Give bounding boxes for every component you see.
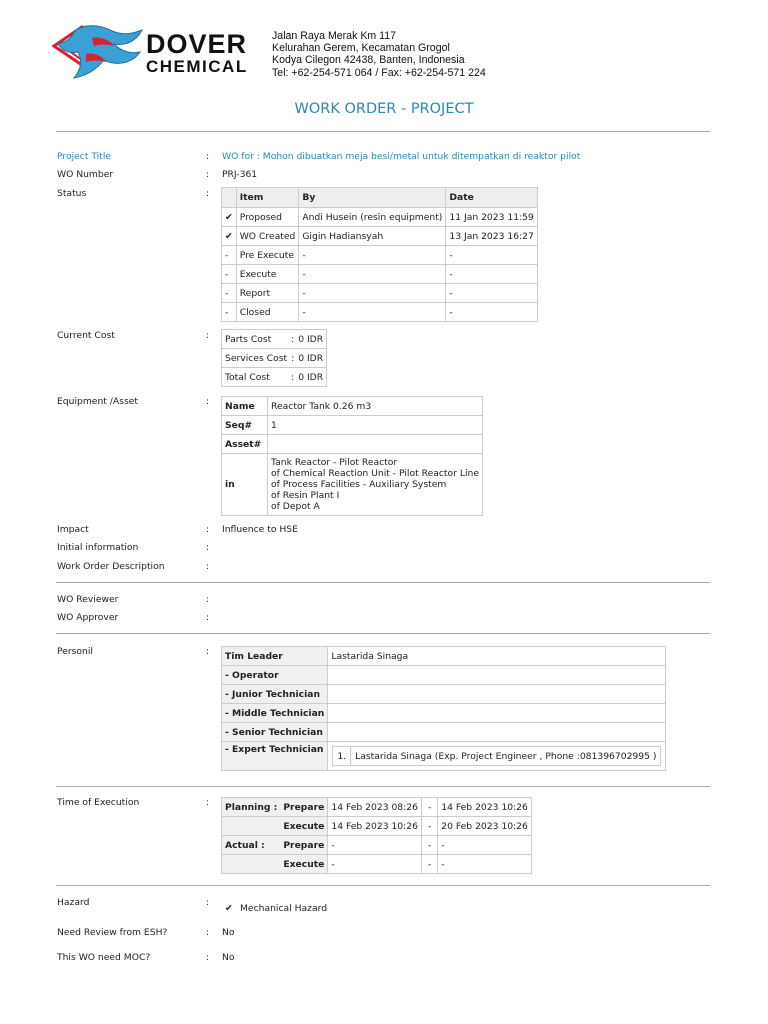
status-date: 11 Jan 2023 11:59	[446, 208, 537, 227]
divider	[56, 131, 710, 132]
planning-execute-start: 14 Feb 2023 10:26	[328, 817, 422, 836]
expert-technician-cell	[328, 742, 666, 771]
junior-technician-value	[328, 685, 666, 704]
cost-value: 0 IDR	[295, 330, 326, 349]
senior-technician-label: - Senior Technician	[222, 723, 328, 742]
time-execution-table	[221, 797, 532, 874]
dash: -	[421, 855, 437, 874]
colon: :	[206, 952, 210, 963]
equipment-location	[268, 454, 483, 516]
cost-label: Services Cost	[222, 349, 291, 368]
status-by: -	[299, 246, 446, 265]
table-row	[222, 303, 538, 322]
wo-description-label: Work Order Description	[57, 561, 165, 572]
table-row	[222, 647, 666, 666]
location-line: of Process Facilities - Auxiliary System	[271, 479, 447, 490]
colon: :	[206, 897, 210, 908]
colon: :	[206, 797, 210, 808]
table-row	[222, 685, 666, 704]
prepare-label: Prepare	[280, 798, 328, 817]
equipment-name-value: Reactor Tank 0.26 m3	[268, 397, 483, 416]
location-line: of Resin Plant I	[271, 490, 340, 501]
middle-technician-label: - Middle Technician	[222, 704, 328, 723]
tim-leader-label: Tim Leader	[222, 647, 328, 666]
junior-technician-label: - Junior Technician	[222, 685, 328, 704]
table-row	[222, 855, 532, 874]
status-label: Status	[57, 188, 87, 199]
status-table-header	[222, 188, 538, 208]
wo-number-label: WO Number	[57, 169, 114, 180]
status-item: Proposed	[236, 208, 299, 227]
colon: :	[206, 542, 210, 553]
planning-label: Planning :	[222, 798, 281, 817]
execute-label: Execute	[280, 855, 328, 874]
hazard-item: Mechanical Hazard	[240, 903, 328, 914]
need-review-value: No	[222, 927, 235, 938]
divider	[56, 885, 710, 886]
status-header-item: Item	[236, 188, 299, 208]
status-date: -	[446, 246, 537, 265]
equipment-seq-label: Seq#	[222, 416, 268, 435]
equipment-seq-value: 1	[268, 416, 483, 435]
status-date: -	[446, 303, 537, 322]
location-line: Tank Reactor - Pilot Reactor	[271, 457, 398, 468]
table-row	[222, 666, 666, 685]
table-row	[222, 265, 538, 284]
cost-table	[221, 329, 327, 387]
status-by: -	[299, 284, 446, 303]
table-row	[222, 435, 483, 454]
initial-info-label: Initial information	[57, 542, 139, 553]
status-date: -	[446, 265, 537, 284]
status-date: -	[446, 284, 537, 303]
need-moc-value: No	[222, 952, 235, 963]
colon: :	[206, 594, 210, 605]
company-name-line1: DOVER	[146, 29, 248, 59]
hazard-check-icon: ✔	[225, 903, 233, 914]
company-address	[272, 30, 486, 79]
expert-technician-value: Lastarida Sinaga (Exp. Project Engineer , Phone :081396702995 )	[351, 747, 661, 766]
table-row	[222, 246, 538, 265]
tim-leader-value: Lastarida Sinaga	[328, 647, 666, 666]
wo-reviewer-label: WO Reviewer	[57, 594, 119, 605]
wo-approver-label: WO Approver	[57, 612, 119, 623]
personil-label: Personil	[57, 646, 93, 657]
cost-label: Total Cost	[222, 368, 291, 387]
expert-number: 1.	[333, 747, 351, 766]
need-moc-label: This WO need MOC?	[57, 952, 151, 963]
divider	[56, 582, 710, 583]
planning-prepare-end: 14 Feb 2023 10:26	[438, 798, 532, 817]
location-line: of Depot A	[271, 501, 320, 512]
cost-label: Parts Cost	[222, 330, 291, 349]
table-row	[222, 416, 483, 435]
operator-value	[328, 666, 666, 685]
actual-execute-start: -	[328, 855, 422, 874]
dash: -	[421, 817, 437, 836]
status-by: -	[299, 265, 446, 284]
actual-label: Actual :	[222, 836, 281, 855]
table-row	[222, 349, 327, 368]
address-line: Kodya Cilegon 42438, Banten, Indonesia	[272, 54, 465, 67]
planning-blank	[222, 817, 281, 836]
need-review-label: Need Review from ESH?	[57, 927, 168, 938]
table-row	[222, 330, 327, 349]
actual-prepare-end: -	[438, 836, 532, 855]
actual-prepare-start: -	[328, 836, 422, 855]
table-row	[222, 368, 327, 387]
table-row	[222, 742, 666, 771]
project-title-label: Project Title	[57, 151, 112, 162]
equipment-label: Equipment /Asset	[57, 396, 139, 407]
list-item	[333, 747, 661, 766]
expert-technician-label: - Expert Technician	[222, 742, 328, 771]
status-header-date: Date	[446, 188, 537, 208]
current-cost-label: Current Cost	[57, 330, 115, 341]
table-row	[222, 227, 538, 246]
status-check-icon: ✔	[222, 227, 237, 246]
colon: :	[290, 330, 295, 349]
expert-technician-list	[332, 746, 661, 766]
table-row	[222, 208, 538, 227]
address-line: Jalan Raya Merak Km 117	[272, 30, 397, 42]
dash: -	[421, 798, 437, 817]
status-by: Gigin Hadiansyah	[299, 227, 446, 246]
impact-label: Impact	[57, 524, 89, 535]
colon: :	[206, 151, 210, 162]
table-row	[222, 817, 532, 836]
senior-technician-value	[328, 723, 666, 742]
table-row	[222, 454, 483, 516]
status-item: Execute	[236, 265, 299, 284]
planning-prepare-start: 14 Feb 2023 08:26	[328, 798, 422, 817]
status-date: 13 Jan 2023 16:27	[446, 227, 537, 246]
status-item: Pre Execute	[236, 246, 299, 265]
status-check-icon: ✔	[222, 208, 237, 227]
project-title-value: WO for : Mohon dibuatkan meja besi/metal untuk ditempatkan di reaktor pilot	[222, 151, 581, 162]
prepare-label: Prepare	[280, 836, 328, 855]
time-execution-label: Time of Execution	[57, 797, 140, 808]
personil-table	[221, 646, 666, 771]
status-item: Report	[236, 284, 299, 303]
colon: :	[206, 612, 210, 623]
colon: :	[290, 349, 295, 368]
status-table	[221, 187, 538, 322]
equipment-name-label: Name	[222, 397, 268, 416]
status-by: Andi Husein (resin equipment)	[299, 208, 446, 227]
table-row	[222, 723, 666, 742]
hazard-label: Hazard	[57, 897, 90, 908]
status-mark: -	[222, 284, 237, 303]
status-mark: -	[222, 265, 237, 284]
table-row	[222, 704, 666, 723]
impact-value: Influence to HSE	[222, 524, 298, 535]
wo-number-value: PRJ-361	[222, 169, 258, 180]
document-title: WORK ORDER - PROJECT	[294, 101, 474, 117]
company-name-line2: CHEMICAL	[146, 57, 248, 76]
table-row	[222, 798, 532, 817]
status-item: Closed	[236, 303, 299, 322]
colon: :	[206, 646, 210, 657]
table-row	[222, 836, 532, 855]
status-item: WO Created	[236, 227, 299, 246]
planning-execute-end: 20 Feb 2023 10:26	[438, 817, 532, 836]
colon: :	[290, 368, 295, 387]
table-row	[222, 397, 483, 416]
cost-value: 0 IDR	[295, 368, 326, 387]
equipment-table	[221, 396, 483, 516]
equipment-asset-value	[268, 435, 483, 454]
address-line: Kelurahan Gerem, Kecamatan Grogol	[272, 42, 450, 55]
execute-label: Execute	[280, 817, 328, 836]
dash: -	[421, 836, 437, 855]
actual-execute-end: -	[438, 855, 532, 874]
colon: :	[206, 561, 210, 572]
colon: :	[206, 330, 210, 341]
equipment-asset-label: Asset#	[222, 435, 268, 454]
colon: :	[206, 396, 210, 407]
actual-blank	[222, 855, 281, 874]
colon: :	[206, 524, 210, 535]
colon: :	[206, 169, 210, 180]
equipment-in-label: in	[222, 454, 268, 516]
operator-label: - Operator	[222, 666, 328, 685]
divider	[56, 633, 710, 634]
status-header-by: By	[299, 188, 446, 208]
status-mark-header	[222, 188, 237, 208]
status-mark: -	[222, 303, 237, 322]
middle-technician-value	[328, 704, 666, 723]
address-line: Tel: +62-254-571 064 / Fax: +62-254-571 224	[272, 66, 486, 79]
status-by: -	[299, 303, 446, 322]
cost-value: 0 IDR	[295, 349, 326, 368]
colon: :	[206, 188, 210, 199]
location-line: of Chemical Reaction Unit - Pilot Reactor Line	[271, 468, 479, 479]
divider	[56, 786, 710, 787]
colon: :	[206, 927, 210, 938]
status-mark: -	[222, 246, 237, 265]
table-row	[222, 284, 538, 303]
